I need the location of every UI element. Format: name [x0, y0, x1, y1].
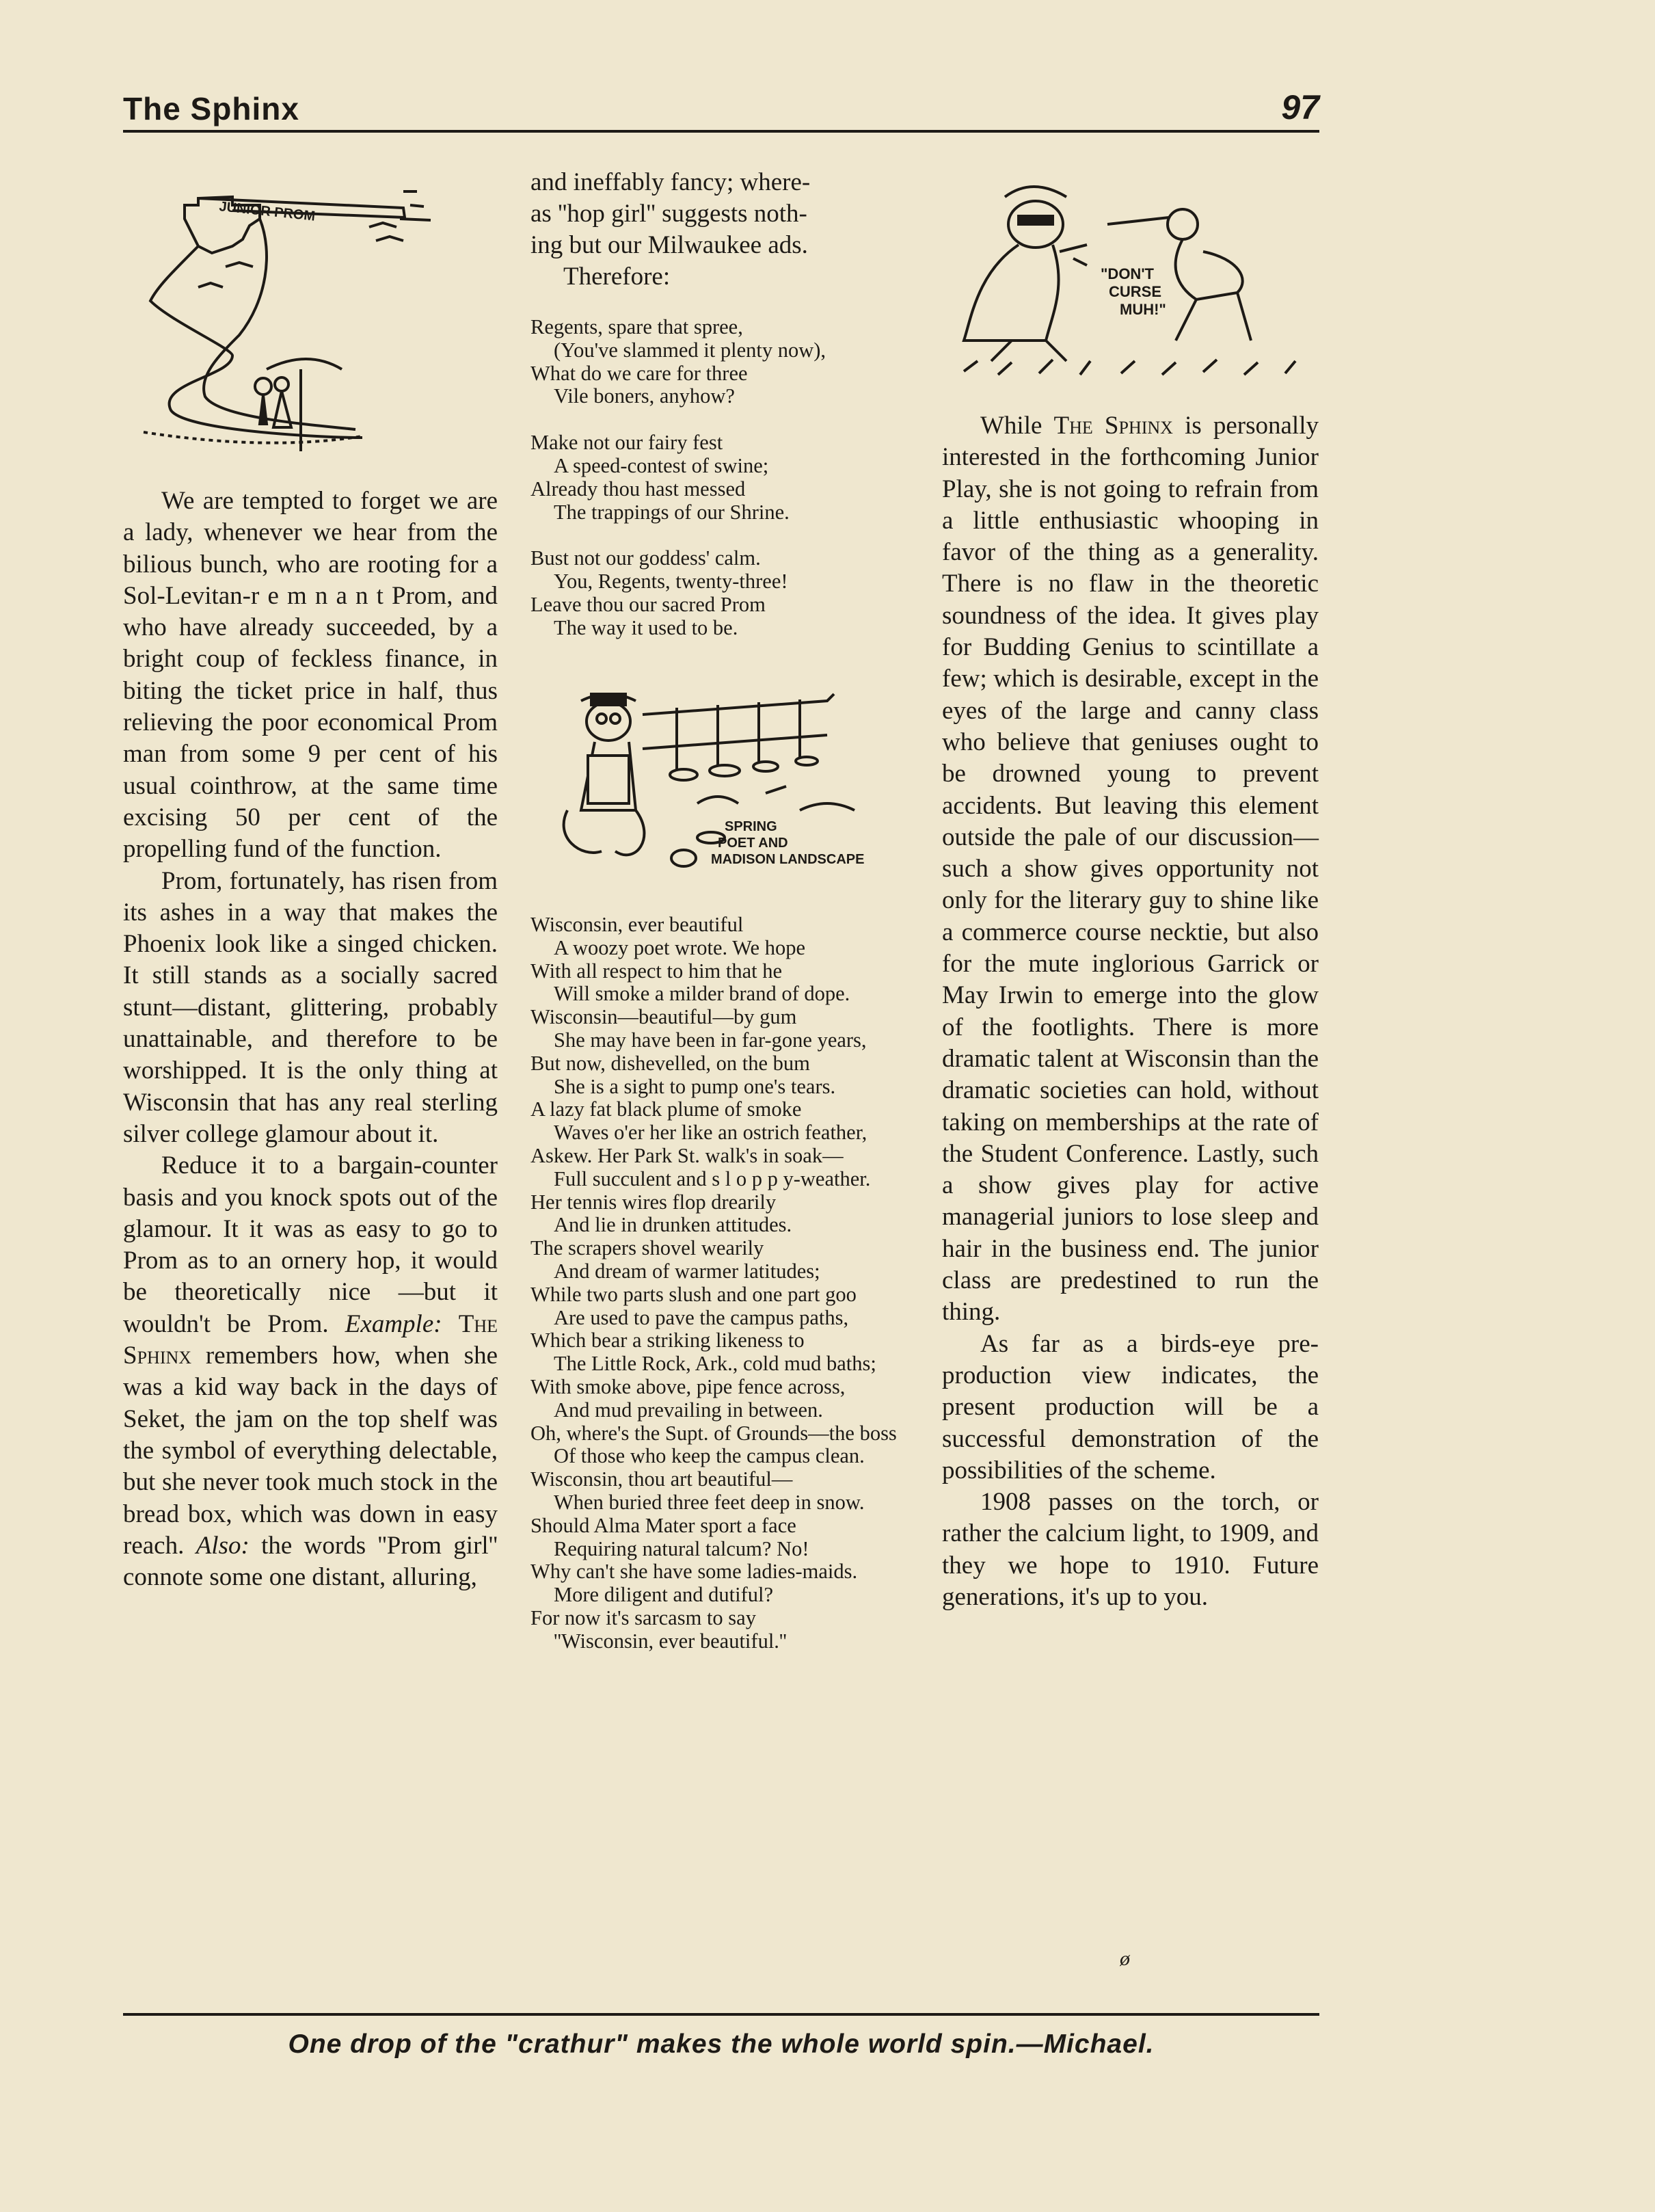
poem-line: Should Alma Mater sport a face	[530, 1513, 796, 1537]
poem-line: Make not our fairy fest	[530, 431, 723, 455]
poem-line: A speed-contest of swine;	[554, 453, 769, 477]
header-rule	[123, 130, 1319, 133]
col1-paragraph-3: Reduce it to a bargain-counter basis and you knock spots out of the glamour. It it was as easy to go to Prom as to an ornery hop, it would be theoretically nice —but it wouldn't be Prom. Example: The Sphinx remembers how, when she was a kid way back in the days of Seket, the jam on the top shelf was the symbol of everything delectable, but she never took much stock in the bread box, which was down in easy reach. Also: the words ''Prom girl'' connote some one distant, alluring,	[123, 1151, 498, 1592]
example-label: Example:	[345, 1309, 442, 1338]
poem-line: A woozy poet wrote. We hope	[554, 935, 805, 959]
poem-line: A lazy fat black plume of smoke	[530, 1097, 802, 1121]
fig2-caption-2: POET AND	[718, 836, 788, 851]
poem-line: Askew. Her Park St. walk's in soak—	[530, 1143, 844, 1167]
poem-line: You, Regents, twenty-three!	[554, 570, 788, 594]
poem-line: Already thou hast messed	[530, 477, 746, 501]
poem-line: What do we care for three	[530, 361, 748, 385]
poem-line: Will smoke a milder brand of dope.	[554, 982, 850, 1006]
poem-line: She is a sight to pump one's tears.	[554, 1074, 836, 1098]
col3-paragraph-1: While The Sphinx is personally interested in the forthcoming Junior Play, she is not going to refrain from a little enthusiastic whooping in favor of the thing as a generality. There is no flaw in the theoretic soundness of the idea. It gives play for Budding Genius to scintillate a few; which is desirable, except in the eyes of the large and canny class who believe that geniuses ought to be drowned young to prevent accidents. But leaving this element outside the pale of our discussion—such a show gives opportunity not only for the literary guy to shine like a commerce course necktie, but also for the mute inglorious Garrick or May Irwin to emerge into the glow of the footlights. There is more dramatic talent at Wisconsin than the dramatic societies can hold, without taking on memberships at the rate of the Student Conference. Lastly, such a show gives play for active managerial juniors to lose sleep and hair in the business end. The junior class are predestined to run the thing.	[942, 412, 1319, 1327]
regents-poem	[530, 316, 913, 640]
poem-line: Vile boners, anyhow?	[554, 384, 735, 408]
poem-line: She may have been in far-gone years,	[554, 1028, 867, 1052]
col3-paragraph-3: 1908 passes on the torch, or rather the calcium light, to 1909, and they we hope to 1910. Future generations, it's up to you.	[942, 1488, 1319, 1611]
col3-paragraph-2: As far as a birds-eye pre-production view indicates, the present production will be a successful demonstration of the possibilities of the scheme.	[942, 1329, 1319, 1484]
poem-line: The trappings of our Shrine.	[554, 500, 790, 524]
poem-line: Which bear a striking likeness to	[530, 1329, 805, 1352]
poem-line: Of those who keep the campus clean.	[554, 1444, 865, 1468]
poem-line: With all respect to him that he	[530, 959, 783, 983]
fig3-caption-2: CURSE	[1109, 283, 1162, 300]
footer-rule	[123, 2013, 1319, 2016]
poem-line: Waves o'er her like an ostrich feather,	[554, 1121, 867, 1145]
sphinx-name: The Sphinx	[123, 1309, 498, 1370]
sphinx-name-2: The Sphinx	[1053, 412, 1173, 440]
poem-line: Oh, where's the Supt. of Grounds—the boss	[530, 1421, 897, 1445]
poem-line: Her tennis wires flop drearily	[530, 1190, 777, 1214]
column-middle-intro: and ineffably fancy; where- as ''hop girl'' suggests noth- ing but our Milwaukee ads. Therefore:	[530, 167, 915, 293]
fig2-caption-1: SPRING	[725, 819, 777, 834]
poem-line: Why can't she have some ladies-maids.	[530, 1560, 858, 1584]
poem-line: For now it's sarcasm to say	[530, 1605, 756, 1629]
poem-line: While two parts slush and one part goo	[530, 1282, 857, 1306]
poem-line: Are used to pave the campus paths,	[554, 1305, 849, 1329]
poem-line: With smoke above, pipe fence across,	[530, 1374, 846, 1398]
wisconsin-poem	[530, 914, 913, 1653]
page-number: 97	[1281, 88, 1319, 126]
footer-quote: One drop of the "crathur" makes the whole world spin.—Michael.	[288, 2029, 1155, 2059]
junior-prom-illustration	[130, 178, 499, 465]
col1-paragraph-2: Prom, fortunately, has risen from its ashes in a way that makes the Phoenix look like a singed chicken. It still stands as a socially sacred stunt—distant, glittering, probably unattainable, and therefore to be worshipped. It is the only thing at Wisconsin that has any real sterling silver college glamour about it.	[123, 866, 498, 1148]
poem-line: ''Wisconsin, ever beautiful.''	[554, 1629, 787, 1653]
poem-line: Requiring natural talcum? No!	[554, 1536, 809, 1560]
column-left	[123, 485, 498, 1593]
poem-line: Wisconsin, thou art beautiful—	[530, 1467, 793, 1491]
also-label: Also:	[196, 1531, 250, 1560]
poem-line: The way it used to be.	[554, 615, 738, 639]
poem-line: And dream of warmer latitudes;	[554, 1259, 820, 1283]
page-header	[123, 81, 1319, 135]
poem-line: Wisconsin—beautiful—by gum	[530, 1005, 797, 1029]
dont-curse-illustration	[950, 176, 1306, 382]
therefore-line: Therefore:	[563, 263, 671, 291]
fig3-caption-1: "DON'T	[1101, 265, 1154, 282]
poem-line: Wisconsin, ever beautiful	[530, 913, 744, 936]
poem-line: More diligent and dutiful?	[554, 1583, 774, 1607]
poem-line	[530, 408, 913, 431]
spring-poet-illustration	[540, 674, 896, 892]
poem-line: When buried three feet deep in snow.	[554, 1490, 865, 1514]
poem-line: And mud prevailing in between.	[554, 1398, 823, 1422]
fig3-caption-3: MUH!"	[1120, 301, 1166, 318]
running-title: The Sphinx	[123, 91, 299, 126]
poem-line: And lie in drunken attitudes.	[554, 1213, 792, 1237]
poem-line: Full succulent and s l o p p y-weather.	[554, 1167, 871, 1190]
poem-line: (You've slammed it plenty now),	[554, 338, 826, 362]
column-right	[942, 410, 1319, 1613]
poem-line: The Little Rock, Ark., cold mud baths;	[554, 1352, 876, 1376]
poem-line: Bust not our goddess' calm.	[530, 546, 761, 570]
poem-line: Regents, spare that spree,	[530, 315, 743, 338]
poem-line	[530, 524, 913, 547]
poem-line: Leave thou our sacred Prom	[530, 592, 766, 616]
col1-paragraph-1: We are tempted to forget we are a lady, whenever we hear from the bilious bunch, who are rooting for a Sol-Levitan-r e m n a n t Prom, and who have already succeeded, by a bright coup of feckless finance, in biting the ticket price in half, thus relieving the poor economical Prom man from some 9 per cent of his usual cointhrow, at the same time excising 50 per cent of the propelling fund of the function.	[123, 487, 498, 864]
fig1-caption: JUNIOR PROM	[218, 199, 317, 224]
poem-line: The scrapers shovel wearily	[530, 1236, 764, 1260]
fig2-caption-3: MADISON LANDSCAPE	[711, 852, 865, 867]
poem-line: But now, dishevelled, on the bum	[530, 1051, 810, 1075]
end-mark: ø	[1120, 1947, 1130, 1970]
